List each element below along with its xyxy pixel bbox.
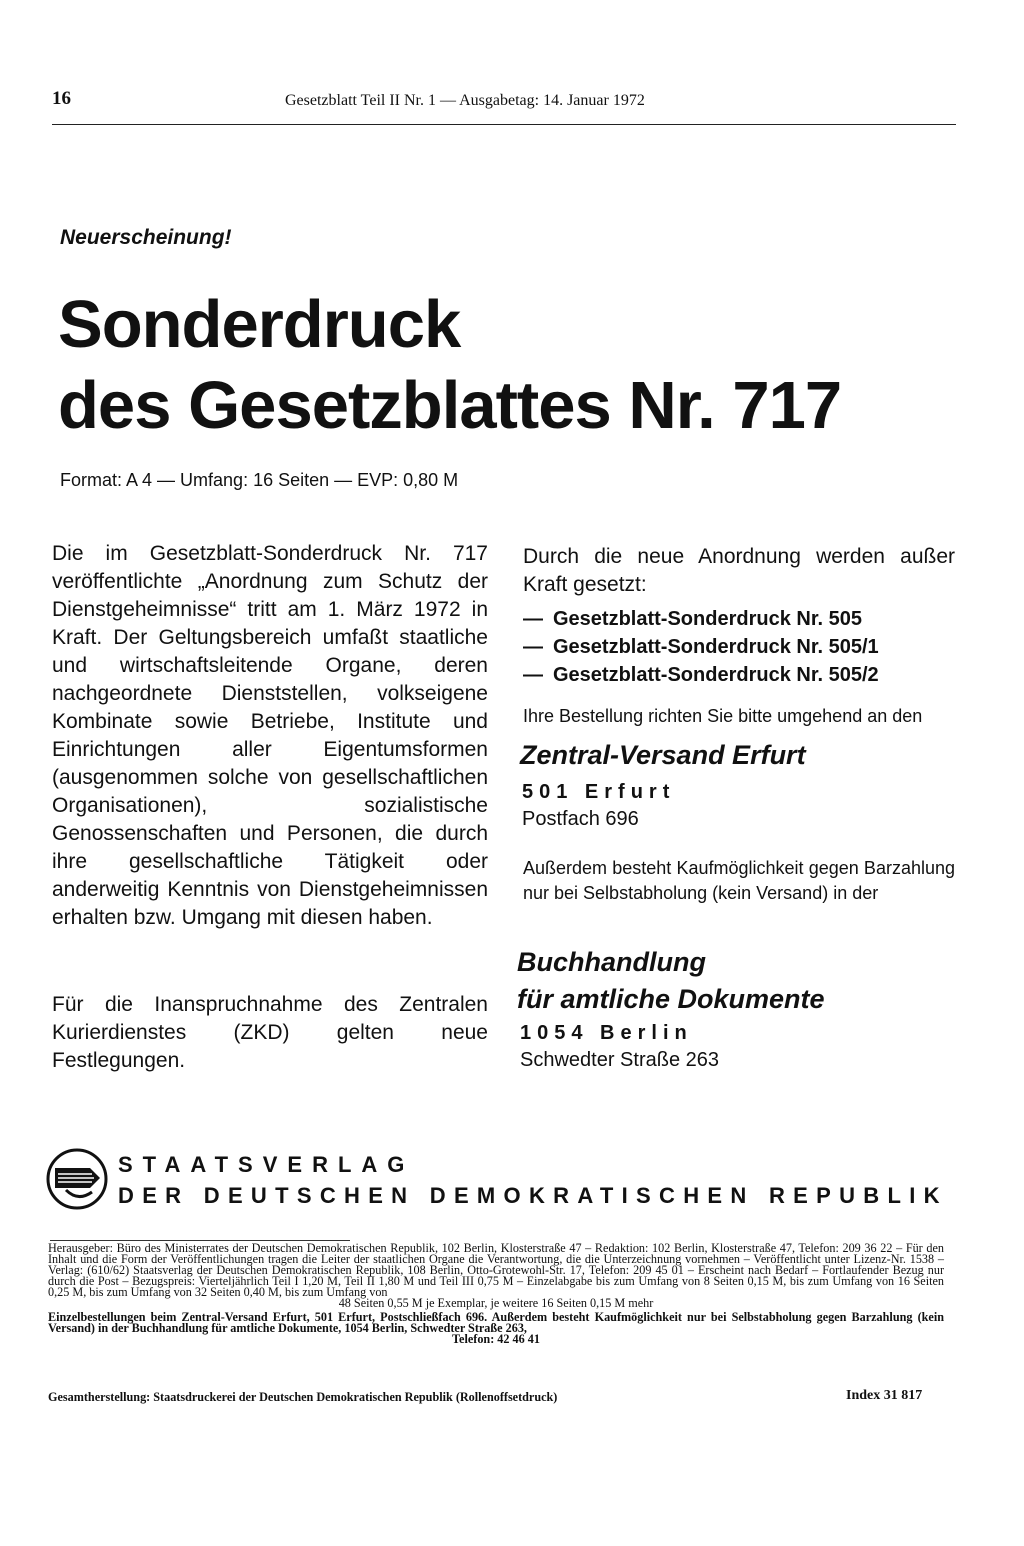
order-instruction: Ihre Bestellung richten Sie bitte umgehend an den (523, 706, 923, 726)
page-number: 16 (52, 88, 71, 109)
running-header: Gesetzblatt Teil II Nr. 1 — Ausgabetag: 14. Januar 1972 (285, 92, 645, 109)
repealed-item-label: Gesetzblatt-Sonderdruck Nr. 505/2 (553, 664, 879, 686)
dash-bullet: — (523, 636, 543, 658)
publisher-logo-icon (46, 1148, 108, 1210)
repealed-item-label: Gesetzblatt-Sonderdruck Nr. 505/1 (553, 636, 879, 658)
zentral-versand-city: 501 Erfurt (522, 781, 676, 803)
publisher-line-2: DER DEUTSCHEN DEMOKRATISCHEN REPUBLIK (118, 1183, 948, 1208)
impressum-block-1-end: 48 Seiten 0,55 M je Exemplar, je weitere 16 Seiten 0,15 M mehr (338, 1296, 654, 1310)
purchase-note: Außerdem besteht Kaufmöglichkeit gegen Barzahlung nur bei Selbstabholung (kein Versand) in der (523, 858, 955, 903)
title-line-1: Sonderdruck (58, 287, 461, 362)
format-line: Format: A 4 — Umfang: 16 Seiten — EVP: 0,80 M (60, 470, 459, 490)
repealed-item-label: Gesetzblatt-Sonderdruck Nr. 505 (553, 608, 862, 630)
left-paragraph-2: Für die Inanspruchnahme des Zentralen Kurierdienstes (ZKD) gelten neue Festlegungen. (52, 993, 488, 1072)
impressum-block-2-end: Telefon: 42 46 41 (452, 1332, 540, 1346)
title-line-2: des Gesetzblattes Nr. 717 (58, 368, 842, 443)
bookstore-street: Schwedter Straße 263 (520, 1049, 719, 1071)
repeal-intro: Durch die neue Anordnung werden außer Kraft gesetzt: (523, 545, 955, 596)
bookstore-name-line-2: für amtliche Dokumente (517, 984, 825, 1014)
zentral-versand-name: Zentral-Versand Erfurt (520, 740, 806, 770)
publisher-line-1: STAATSVERLAG (118, 1152, 415, 1177)
new-release-label: Neuerscheinung! (60, 226, 232, 249)
list-item (523, 605, 879, 633)
impressum-block-2: Einzelbestellungen beim Zentral-Versand Erfurt, 501 Erfurt, Postschließfach 696. Außerdem besteht Kaufmöglichkeit nur bei Selbstabholung gegen Barzahlung (kein Versand) in der Buchhandlung für amtliche Dokumente, 1054 Berlin, Schwedter Straße 263, (48, 1310, 944, 1335)
impressum (48, 1243, 944, 1345)
bookstore-name-line-1: Buchhandlung (517, 947, 706, 977)
impressum-block-1: Herausgeber: Büro des Ministerrates der Deutschen Demokratischen Republik, 102 Berlin, Klosterstraße 47 – Redaktion: 102 Berlin, Klosterstraße 47, Telefon: 209 36 22 – Für den Inhalt und die Form der Veröffentlichungen tragen die Leiter der staatlichen Organe die Verantwortung, die die Unterzeichnung vornehmen – Veröffentlicht unter Lizenz-Nr. 1538 – Verlag: (610/62) Staatsverlag der Deutschen Demokratischen Republik, 108 Berlin, Otto-Grotewohl-Str. 17, Telefon: 209 45 01 – Erscheint nach Bedarf – Fortlaufender Bezug nur durch die Post – Bezugspreis: Vierteljährlich Teil I 1,20 M, Teil II 1,80 M und Teil III 0,75 M – Einzelabgabe bis zum Umfang von 8 Seiten 0,15 M, bis zum Umfang von 16 Seiten 0,25 M, bis zum Umfang von 32 Seiten 0,40 M, bis zum Umfang von (48, 1241, 944, 1299)
repealed-list (523, 605, 879, 689)
left-paragraph-1: Die im Gesetzblatt-Sonderdruck Nr. 717 veröffentlichte „Anordnung zum Schutz der Dienstgeheimnisse“ tritt am 1. März 1972 in Kraft. Der Geltungsbereich umfaßt staatliche und wirtschaftsleitende Organe, deren nachgeordnete Dienststellen, volkseigene Kombinate sowie Betriebe, Institute und Einrichtungen aller Eigentumsformen (ausgenommen solche von gesellschaftlichen Organisationen), sozialistische Genossenschaften und Personen, die durch ihre gesellschaftliche Tätigkeit oder anderweitig Kenntnis von Dienstgeheimnissen erhalten bzw. Umgang mit diesen haben. (52, 542, 488, 929)
header-rule (52, 124, 956, 125)
bookstore-city: 1054 Berlin (520, 1022, 693, 1044)
list-item (523, 633, 879, 661)
index-number: Index 31 817 (846, 1388, 923, 1403)
dash-bullet: — (523, 664, 543, 686)
zentral-versand-pobox: Postfach 696 (522, 808, 639, 830)
dash-bullet: — (523, 608, 543, 630)
list-item (523, 661, 879, 689)
imprint-line: Gesamtherstellung: Staatsdruckerei der Deutschen Demokratischen Republik (Rollenoffsetdruck) (48, 1390, 558, 1404)
